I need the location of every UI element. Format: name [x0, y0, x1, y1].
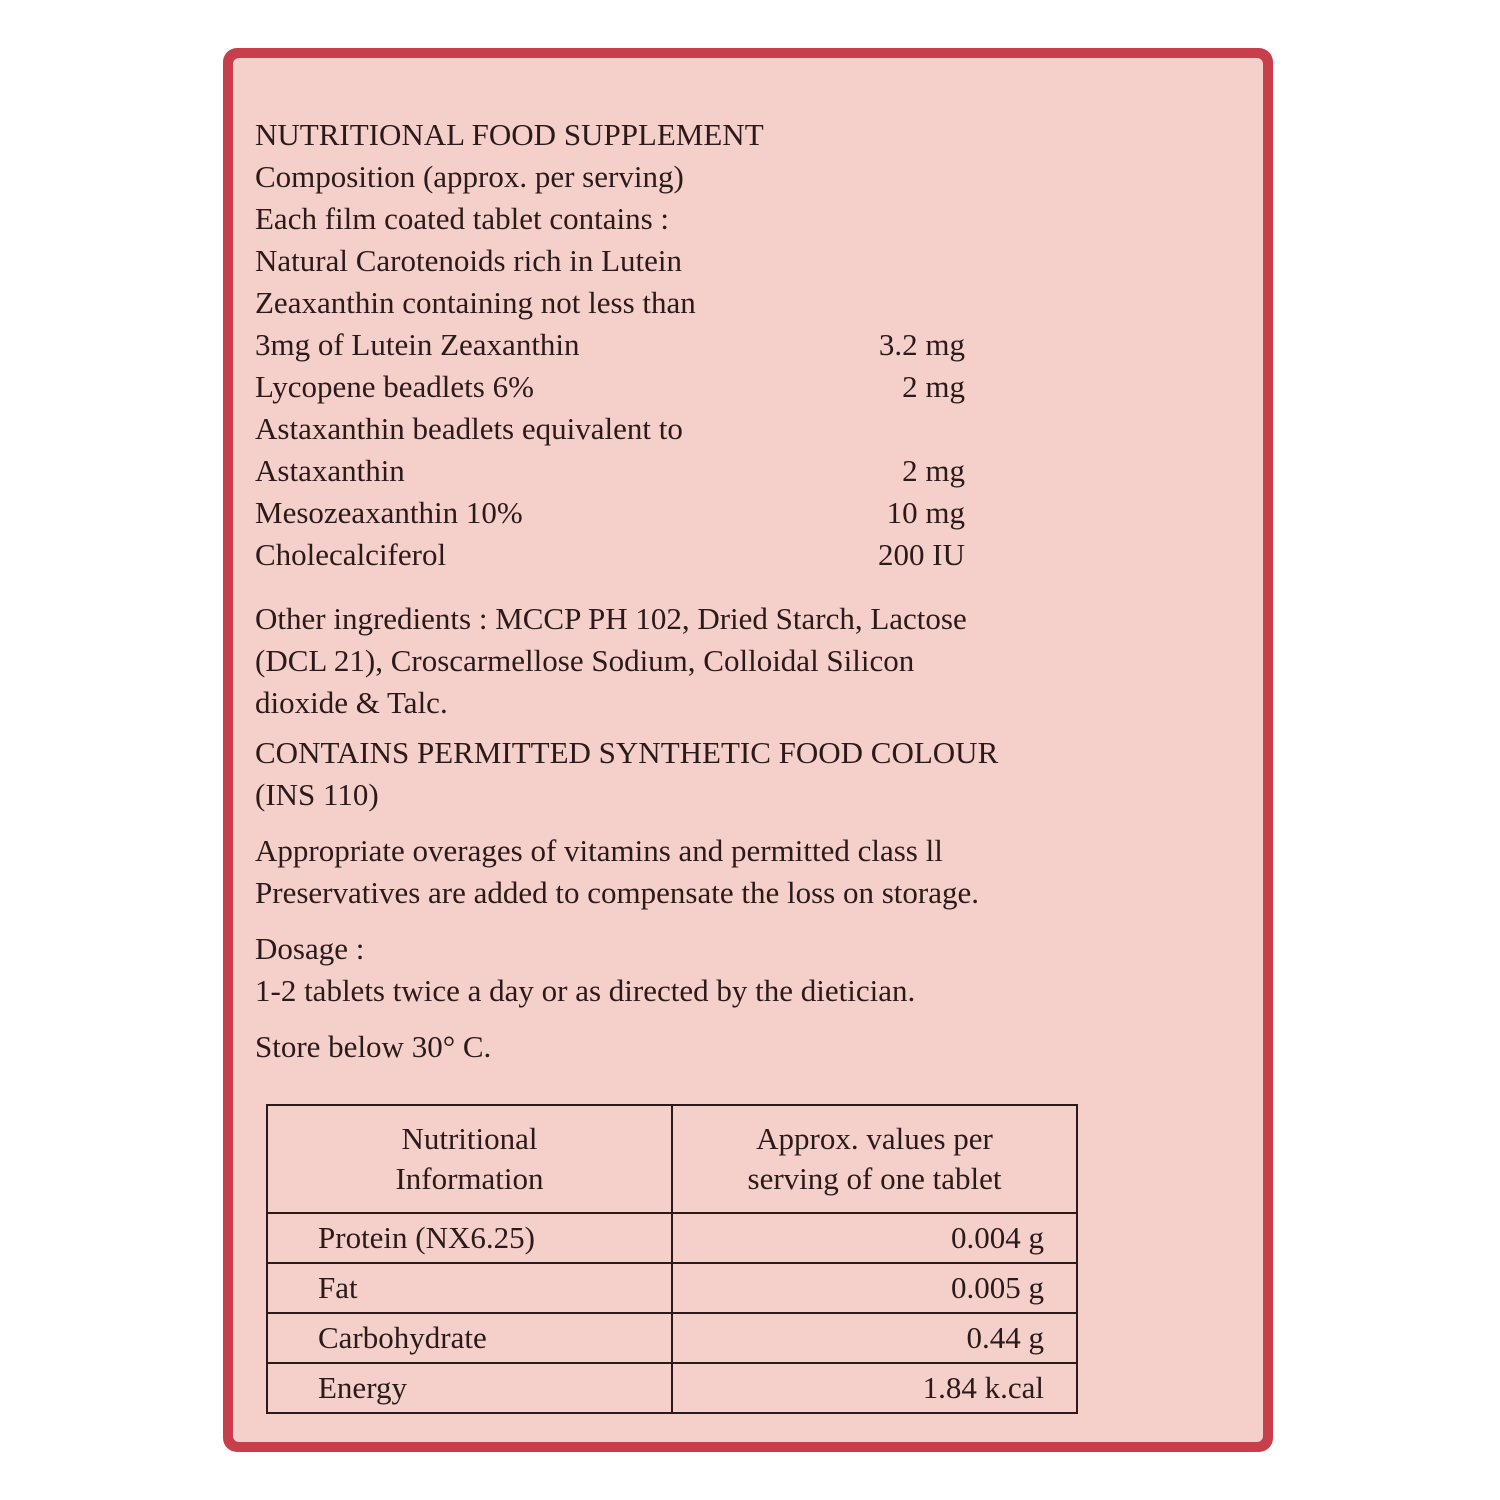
composition-line [255, 408, 965, 450]
colour-notice-line: CONTAINS PERMITTED SYNTHETIC FOOD COLOUR [255, 735, 999, 770]
other-ingredients-line: Other ingredients : MCCP PH 102, Dried Starch, Lactose [255, 601, 967, 636]
nutrient-name: Energy [267, 1363, 672, 1413]
composition-line [255, 492, 965, 534]
dosage-label: Dosage : [255, 931, 365, 966]
composition-line [255, 534, 965, 576]
table-row [267, 1213, 1077, 1263]
ingredient-name: Natural Carotenoids rich in Lutein [255, 243, 682, 278]
composition-heading: Composition (approx. per serving) [255, 159, 684, 194]
nutrient-value: 0.004 g [672, 1213, 1077, 1263]
table-row [267, 1313, 1077, 1363]
label-box [223, 48, 1273, 1452]
label-title: NUTRITIONAL FOOD SUPPLEMENT [255, 117, 764, 152]
ingredient-name: 3mg of Lutein Zeaxanthin [255, 327, 580, 362]
ingredient-amount [825, 240, 965, 282]
nutrient-value: 0.005 g [672, 1263, 1077, 1313]
colour-notice-line: (INS 110) [255, 777, 379, 812]
nutrition-header-col2: Approx. values per serving of one tablet [672, 1105, 1077, 1213]
ingredient-name: Astaxanthin beadlets equivalent to [255, 411, 683, 446]
nutrition-header-col1: Nutritional Information [267, 1105, 672, 1213]
nutrient-name: Fat [267, 1263, 672, 1313]
ingredient-name: Cholecalciferol [255, 537, 447, 572]
ingredient-amount: 200 IU [878, 537, 965, 572]
label-content [255, 114, 1255, 1068]
overages-line: Preservatives are added to compensate the loss on storage. [255, 875, 979, 910]
ingredient-amount: 10 mg [886, 495, 965, 530]
composition-line [255, 240, 965, 282]
other-ingredients-line: dioxide & Talc. [255, 685, 448, 720]
ingredient-name: Lycopene beadlets 6% [255, 369, 534, 404]
nutrient-value: 0.44 g [672, 1313, 1077, 1363]
storage-instruction: Store below 30° C. [255, 1029, 492, 1064]
dosage-text: 1-2 tablets twice a day or as directed by the dietician. [255, 973, 916, 1008]
other-ingredients-line: (DCL 21), Croscarmellose Sodium, Colloidal Silicon [255, 643, 915, 678]
ingredient-amount: 3.2 mg [878, 327, 965, 362]
composition-line [255, 282, 965, 324]
table-row [267, 1263, 1077, 1313]
ingredient-name: Zeaxanthin containing not less than [255, 285, 696, 320]
composition-line [255, 450, 965, 492]
ingredient-amount [825, 408, 965, 450]
ingredient-name: Mesozeaxanthin 10% [255, 495, 523, 530]
composition-intro: Each film coated tablet contains : [255, 201, 670, 236]
ingredient-amount: 2 mg [902, 369, 965, 404]
table-row [267, 1363, 1077, 1413]
ingredient-amount [825, 282, 965, 324]
label-panel [233, 58, 1263, 1442]
overages-line: Appropriate overages of vitamins and permitted class ll [255, 833, 943, 868]
nutrition-table-header [267, 1105, 1077, 1213]
nutrient-name: Carbohydrate [267, 1313, 672, 1363]
ingredient-amount: 2 mg [902, 453, 965, 488]
composition-line [255, 324, 965, 366]
nutrient-value: 1.84 k.cal [672, 1363, 1077, 1413]
composition-line [255, 366, 965, 408]
nutrition-table [266, 1104, 1078, 1414]
nutrient-name: Protein (NX6.25) [267, 1213, 672, 1263]
ingredient-name: Astaxanthin [255, 453, 405, 488]
